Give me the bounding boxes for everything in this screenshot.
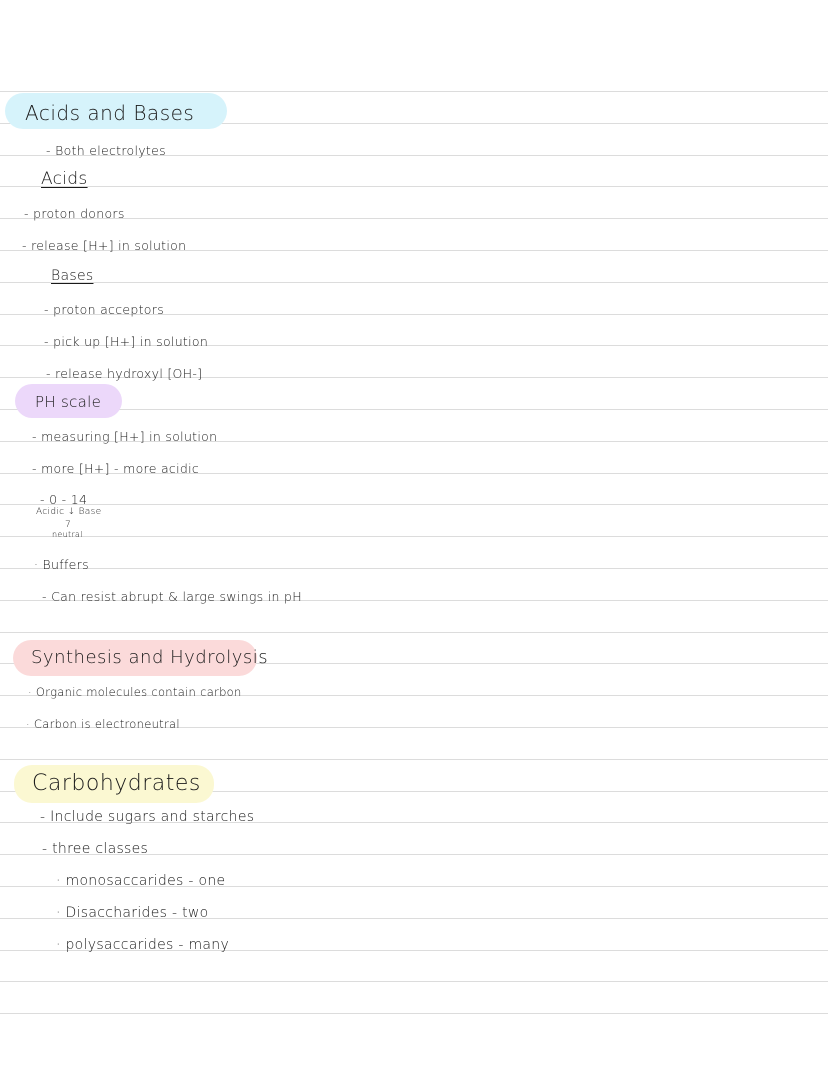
- heading-acids-bases: Acids and Bases: [25, 101, 195, 125]
- note-disaccharides: · Disaccharides - two: [56, 905, 209, 921]
- note-buffers: · Buffers: [34, 557, 89, 572]
- note-organic-molecules: · Organic molecules contain carbon: [28, 685, 242, 699]
- note-three-classes: - three classes: [42, 841, 149, 857]
- note-both-electrolytes: - Both electrolytes: [46, 143, 166, 158]
- ruled-line: [0, 981, 828, 982]
- note-release-hydroxyl: - release hydroxyl [OH-]: [46, 366, 203, 381]
- note-proton-acceptors: - proton acceptors: [44, 302, 165, 317]
- ruled-line: [0, 91, 828, 92]
- heading-synthesis: Synthesis and Hydrolysis: [31, 647, 269, 668]
- heading-ph-scale: PH scale: [35, 393, 102, 411]
- ruled-line: [0, 759, 828, 760]
- note-resist-swings: - Can resist abrupt & large swings in pH: [42, 589, 302, 604]
- subheading-acids: Acids: [41, 169, 88, 189]
- note-monosaccarides: · monosaccarides - one: [56, 873, 226, 889]
- heading-carbohydrates: Carbohydrates: [32, 771, 201, 796]
- ruled-line: [0, 1013, 828, 1014]
- note-release-h: - release [H+] in solution: [22, 238, 187, 253]
- subheading-bases: Bases: [51, 268, 94, 284]
- ruled-line: [0, 504, 828, 505]
- ruled-line: [0, 536, 828, 537]
- note-acidic-base: Acidic ↓ Base: [36, 507, 102, 517]
- note-carbon-electroneutral: · Carbon is electroneutral: [26, 717, 180, 731]
- ruled-line: [0, 186, 828, 187]
- note-sugars-starches: - Include sugars and starches: [40, 809, 255, 825]
- ruled-line: [0, 409, 828, 410]
- note-pick-up-h: - pick up [H+] in solution: [44, 334, 209, 349]
- ruled-line: [0, 568, 828, 569]
- note-neutral-value: 7: [65, 520, 72, 530]
- note-more-acidic: - more [H+] - more acidic: [32, 461, 200, 476]
- note-ph-range: - 0 - 14: [40, 492, 88, 507]
- note-polysaccarides: · polysaccarides - many: [56, 937, 230, 953]
- note-measuring-h: - measuring [H+] in solution: [32, 429, 218, 444]
- ruled-line: [0, 282, 828, 283]
- ruled-line: [0, 632, 828, 633]
- note-neutral-label: neutral: [52, 530, 83, 539]
- note-proton-donors: - proton donors: [24, 206, 125, 221]
